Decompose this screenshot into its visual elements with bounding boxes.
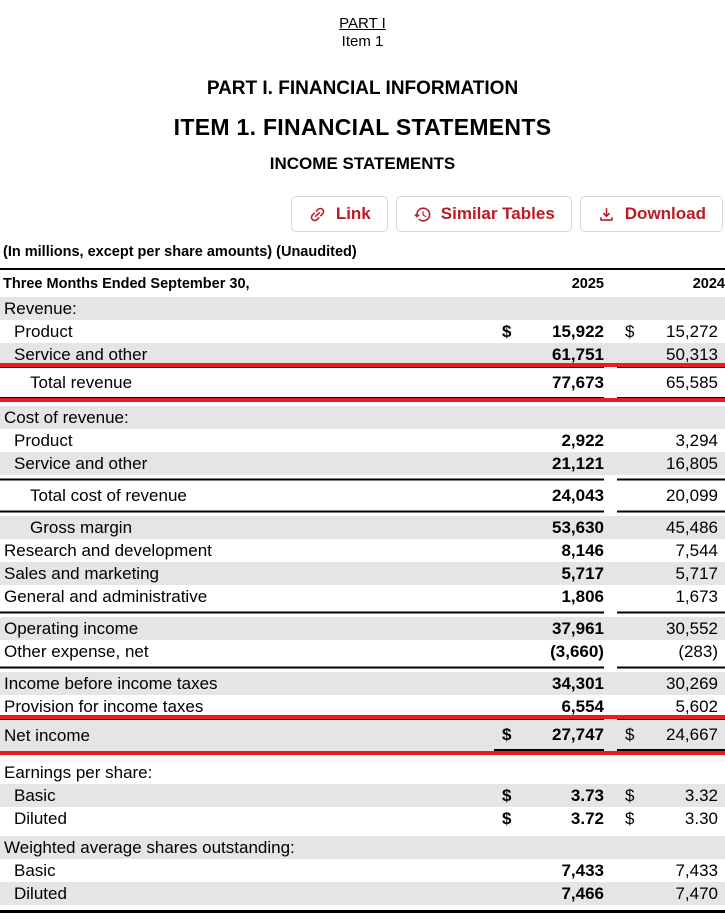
table-row-eps-section: Earnings per share:: [4, 762, 153, 782]
table-row-cost-of-revenue-section: Cost of revenue:: [0, 406, 725, 429]
income-statement-table: [0, 270, 725, 905]
table-row-total-cost-of-revenue: Total cost of revenue 24,043 20,099: [30, 486, 718, 505]
table-toolbar: [0, 196, 723, 232]
table-row-eps-diluted: Diluted $ 3.72 $ 3.30: [14, 808, 718, 828]
year-2024-header: 2024: [692, 276, 725, 292]
period-header: Three Months Ended September 30,: [3, 276, 250, 292]
table-row-shares-section: Weighted average shares outstanding:: [0, 836, 725, 859]
download-icon: [597, 205, 616, 224]
table-row-sales-marketing: Sales and marketing 5,717 5,717: [0, 562, 725, 585]
table-row-shares-basic: Basic 7,433 7,433: [14, 860, 718, 880]
year-2025-header: 2025: [571, 276, 604, 292]
link-button-label: Link: [335, 204, 371, 223]
history-icon: [413, 205, 432, 224]
download-button-label: Download: [624, 204, 706, 223]
similar-tables-button-label: Similar Tables: [440, 204, 555, 223]
table-row-service-revenue: Service and other 61,751 50,313: [0, 343, 725, 367]
filing-breadcrumb: [0, 15, 725, 51]
item-1-label: Item 1: [341, 33, 384, 50]
similar-tables-button[interactable]: [396, 196, 572, 232]
table-row-shares-diluted: Diluted 7,466 7,470: [0, 882, 725, 905]
link-button[interactable]: [291, 196, 388, 232]
table-caption: (In millions, except per share amounts) (Unaudited): [0, 244, 725, 270]
table-row-service-cost: Service and other 21,121 16,805: [0, 452, 725, 475]
link-icon: [308, 205, 327, 224]
table-row-operating-income: Operating income 37,961 30,552: [0, 617, 725, 640]
item-title: ITEM 1. FINANCIAL STATEMENTS: [173, 114, 552, 140]
section-divider: [0, 475, 725, 484]
table-header-row: [0, 270, 725, 297]
part-i-link[interactable]: PART I: [339, 15, 386, 32]
table-row-research-development: Research and development 8,146 7,544: [4, 541, 718, 560]
table-row-general-administrative: General and administrative 1,806 1,673: [4, 587, 718, 606]
section-divider: [0, 663, 725, 672]
table-row-gross-margin: Gross margin 53,630 45,486: [0, 516, 725, 539]
table-row-income-before-taxes: Income before income taxes 34,301 30,269: [0, 672, 725, 695]
table-row-net-income-highlighted: Net income $ 27,747 $ 24,667: [0, 719, 725, 751]
download-button[interactable]: [580, 196, 723, 232]
section-divider: [0, 507, 725, 516]
table-row-eps-basic: Basic $ 3.73 $ 3.32: [0, 784, 725, 807]
part-title: PART I. FINANCIAL INFORMATION: [206, 78, 519, 99]
table-row-total-revenue-highlighted: Total revenue 77,673 65,585: [0, 367, 725, 398]
statement-title: INCOME STATEMENTS: [269, 154, 456, 173]
table-row-product-revenue: Product $ 15,922 $ 15,272: [14, 322, 718, 341]
table-row-product-cost: Product 2,922 3,294: [14, 431, 718, 450]
table-row-revenue-section: Revenue:: [0, 297, 725, 320]
table-row-other-expense: Other expense, net (3,660) (283): [4, 642, 718, 661]
table-row-provision-income-taxes: Provision for income taxes 6,554 5,602: [4, 697, 718, 716]
section-divider: [0, 608, 725, 617]
table-bottom-rule: [0, 910, 725, 913]
